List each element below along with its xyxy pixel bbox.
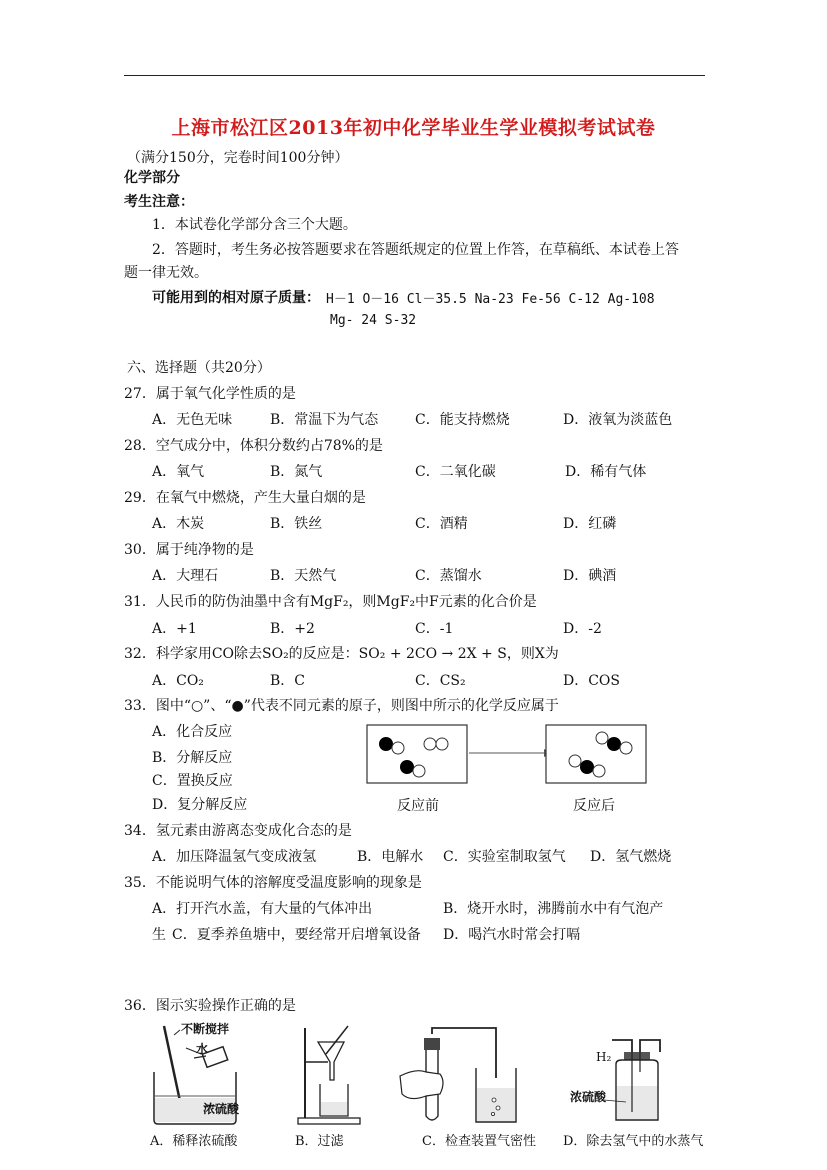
question-27-stem: 27．属于氧气化学性质的是: [124, 386, 296, 402]
q31-option-b: B．+2: [270, 621, 315, 637]
figure-a-label-acid: 浓硫酸: [203, 1102, 240, 1116]
q27-option-a: A．无色无味: [152, 412, 233, 428]
q34-option-a: A．加压降温氢气变成液氢: [152, 849, 317, 865]
part-heading: 六、选择题（共20分）: [127, 360, 271, 376]
q30-option-c: C．蒸馏水: [415, 568, 482, 584]
atomic-mass-values-1: H－1 O－16 Cl－35.5 Na-23 Fe-56 C-12 Ag-108: [326, 292, 655, 307]
q32-option-b: B．C: [270, 673, 305, 689]
outlet-tube: [640, 1040, 660, 1052]
question-31-stem: 31．人民币的防伪油墨中含有MgF₂，则MgF₂中F元素的化合价是: [124, 594, 537, 610]
q32-option-d: D．COS: [563, 673, 621, 689]
q36-option-b: B．过滤: [295, 1134, 344, 1149]
figure-a-label-stir: 不断搅拌: [181, 1022, 230, 1036]
atomic-mass-label: 可能用到的相对原子质量：: [152, 290, 320, 306]
inlet-tube: [612, 1040, 632, 1052]
q28-option-a: A．氧气: [152, 464, 205, 480]
q31-option-d: D．-2: [563, 621, 602, 637]
q33-option-c: C．置换反应: [152, 773, 233, 789]
q30-option-a: A．大理石: [152, 568, 219, 584]
q34-option-c: C．实验室制取氢气: [443, 849, 566, 865]
q36-option-c: C．检查装置气密性: [422, 1134, 536, 1149]
q30-option-d: D．碘酒: [563, 568, 617, 584]
q28-option-c: C．二氧化碳: [415, 464, 496, 480]
q32-option-a: A．CO₂: [152, 673, 204, 689]
question-28-stem: 28．空气成分中，体积分数约占78%的是: [124, 438, 383, 454]
before-label: 反应前: [397, 798, 439, 814]
section-heading: 化学部分: [124, 170, 180, 186]
notice-item-2-cont: 题一律无效。: [124, 265, 208, 281]
question-34-stem: 34．氢元素由游离态变成化合态的是: [124, 823, 352, 839]
top-rule: [124, 75, 705, 76]
q29-option-c: C．酒精: [415, 516, 468, 532]
q35-option-b-cont: 生: [152, 927, 166, 943]
notice-item-2: 2．答题时，考生务必按答题要求在答题纸规定的位置上作答，在草稿纸、本试卷上答: [152, 242, 679, 258]
hand: [400, 1071, 443, 1099]
q31-option-c: C．-1: [415, 621, 454, 637]
q33-option-a: A．化合反应: [152, 724, 233, 740]
q29-option-d: D．红磷: [563, 516, 617, 532]
q33-option-b: B．分解反应: [152, 750, 233, 766]
figure-d-label-acid: 浓硫酸: [570, 1090, 607, 1104]
notice-item-1: 1．本试卷化学部分含三个大题。: [152, 217, 357, 233]
question-36-stem: 36．图示实验操作正确的是: [124, 998, 296, 1014]
page-title: 上海市松江区2013年初中化学毕业生学业模拟考试试卷: [171, 117, 656, 139]
q34-option-b: B．电解水: [357, 849, 424, 865]
after-label: 反应后: [573, 798, 615, 814]
atomic-mass-values-2: Mg- 24 S-32: [330, 313, 417, 328]
q35-option-a: A．打开汽水盖，有大量的气体冲出: [152, 901, 373, 917]
q29-option-b: B．铁丝: [270, 516, 323, 532]
figure-d-label-h2: H₂: [596, 1050, 612, 1064]
q35-option-d: D．喝汽水时常会打嗝: [443, 927, 581, 943]
q27-option-c: C．能支持燃烧: [415, 412, 510, 428]
question-33-stem: 33．图中“○”、“●”代表不同元素的原子，则图中所示的化学反应属于: [124, 698, 559, 714]
figure-c-airtightness: [396, 1024, 526, 1128]
q35-option-c: C．夏季养鱼塘中，要经常开启增氧设备: [172, 927, 421, 943]
notice-heading: 考生注意：: [124, 194, 194, 210]
question-35-stem: 35．不能说明气体的溶解度受温度影响的现象是: [124, 875, 422, 891]
delivery-tube: [432, 1028, 496, 1078]
stand-base: [298, 1118, 360, 1124]
q36-option-a: A．稀释浓硫酸: [150, 1134, 238, 1149]
q28-option-d: D．稀有气体: [565, 464, 647, 480]
q33-option-d: D．复分解反应: [152, 797, 248, 813]
question-30-stem: 30．属于纯净物的是: [124, 542, 254, 558]
exam-subtitle: （满分150分，完卷时间100分钟）: [127, 150, 349, 166]
stopper: [424, 1038, 440, 1050]
q28-option-b: B．氮气: [270, 464, 323, 480]
q27-option-b: B．常温下为气态: [270, 412, 379, 428]
q29-option-a: A．木炭: [152, 516, 205, 532]
q32-option-c: C．CS₂: [415, 673, 466, 689]
q27-option-d: D．液氧为淡蓝色: [563, 412, 673, 428]
q34-option-d: D．氢气燃烧: [590, 849, 672, 865]
q30-option-b: B．天然气: [270, 568, 337, 584]
bottle-stopper: [624, 1052, 650, 1060]
q31-option-a: A．+1: [152, 621, 197, 637]
question-29-stem: 29．在氧气中燃烧，产生大量白烟的是: [124, 490, 366, 506]
figure-b-filtration: [290, 1022, 370, 1126]
q36-option-d: D．除去氢气中的水蒸气: [563, 1134, 704, 1149]
figure-d-gas-washing: [590, 1026, 680, 1126]
figure-a-label-water: 水: [196, 1042, 209, 1056]
question-32-stem: 32．科学家用CO除去SO₂的反应是：SO₂ + 2CO → 2X + S，则X为: [124, 646, 559, 662]
reaction-diagram: [366, 724, 650, 786]
q35-option-b: B．烧开水时，沸腾前水中有气泡产: [443, 901, 664, 917]
